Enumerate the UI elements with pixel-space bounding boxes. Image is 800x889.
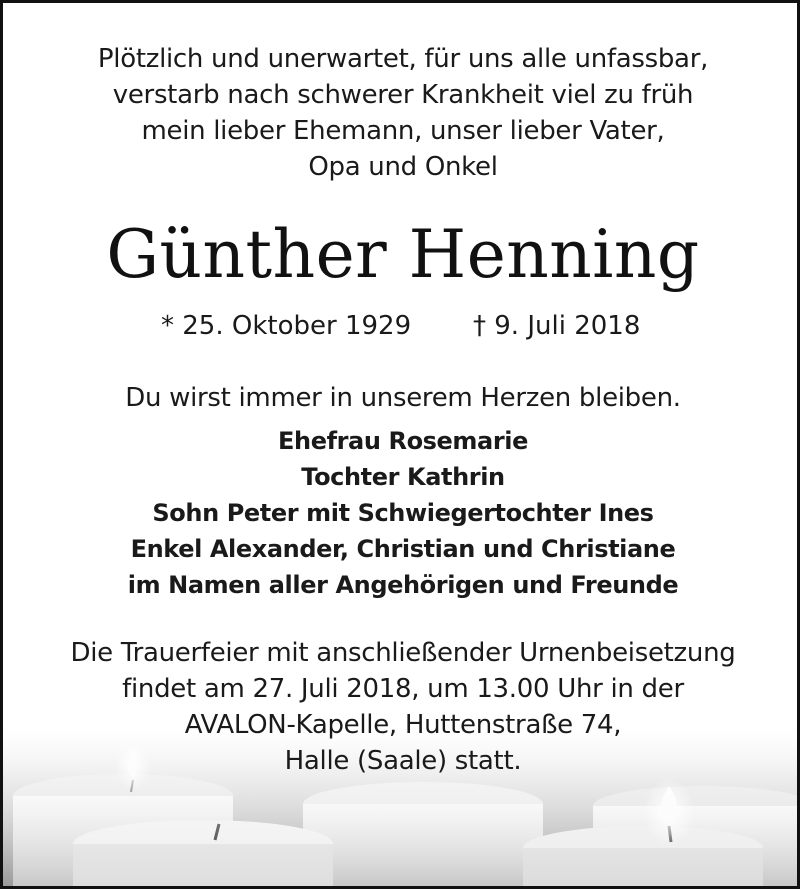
- ceremony-line: AVALON-Kapelle, Huttenstraße 74,: [184, 710, 622, 740]
- intro-line: verstarb nach schwerer Krankheit viel zu früh: [112, 80, 694, 110]
- ceremony-line: Die Trauerfeier mit anschließender Urnenbeisetzung: [70, 638, 736, 668]
- family-member: Ehefrau Rosemarie: [278, 427, 528, 455]
- intro-line: Plötzlich und unerwartet, für uns alle unfassbar,: [97, 44, 709, 74]
- intro-line: mein lieber Ehemann, unser lieber Vater,: [141, 116, 665, 146]
- family-member: im Namen aller Angehörigen und Freunde: [127, 571, 679, 599]
- family-member: Tochter Kathrin: [301, 463, 505, 491]
- intro-line: Opa und Onkel: [308, 152, 498, 182]
- ceremony-line: Halle (Saale) statt.: [284, 746, 522, 776]
- family-member: Sohn Peter mit Schwiegertochter Ines: [152, 499, 654, 527]
- ceremony-line: findet am 27. Juli 2018, um 13.00 Uhr in der: [122, 674, 684, 704]
- memorial-quote: Du wirst immer in unserem Herzen bleiben.: [125, 383, 681, 413]
- birth-date: * 25. Oktober 1929: [161, 311, 412, 341]
- deceased-name: Günther Henning: [106, 216, 700, 293]
- family-member: Enkel Alexander, Christian und Christiane: [130, 535, 676, 563]
- death-date: † 9. Juli 2018: [473, 311, 641, 341]
